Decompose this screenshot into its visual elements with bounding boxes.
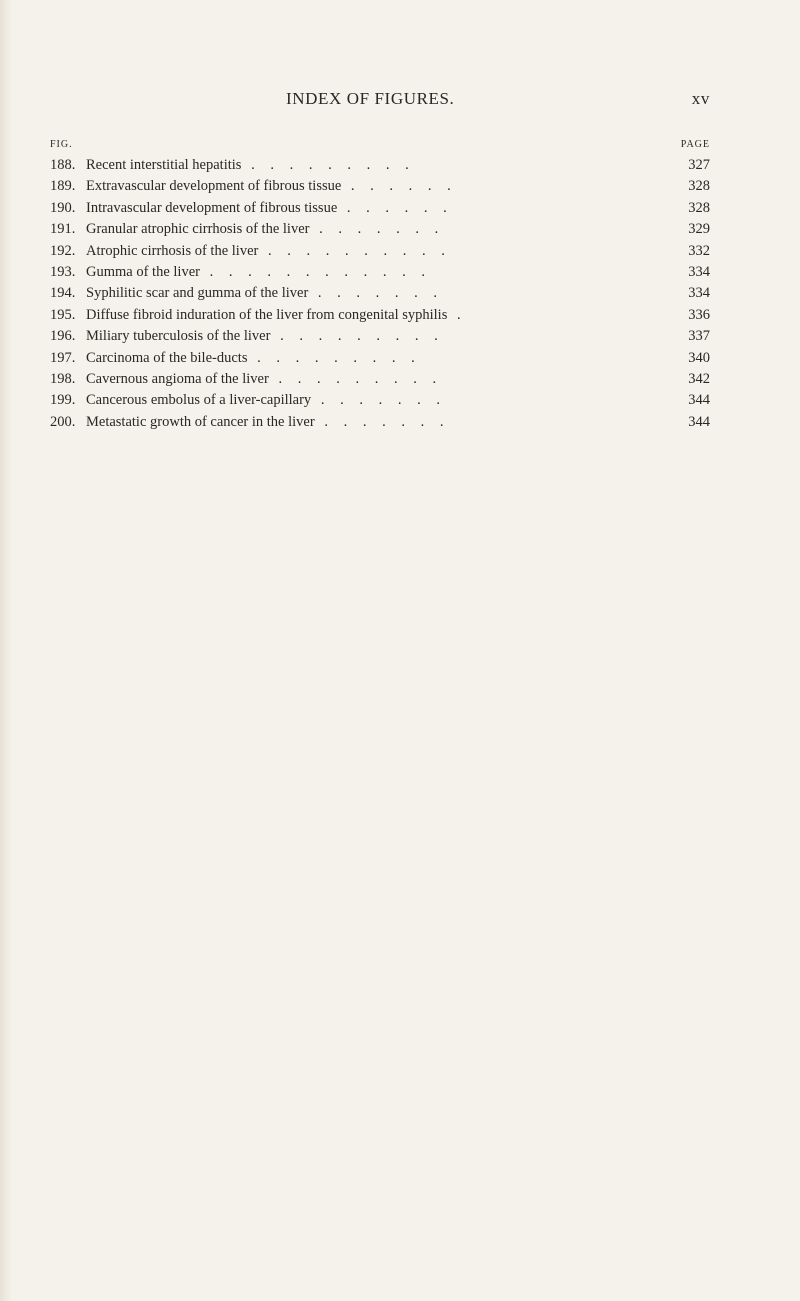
figure-number: 193. (50, 263, 76, 280)
index-entry (50, 176, 710, 197)
figure-number: 194. (50, 285, 76, 302)
figure-number: 198. (50, 370, 76, 387)
figure-number: 199. (50, 392, 76, 409)
figure-title: Extravascular development of fibrous tissue . . . . . . (86, 178, 457, 195)
figure-number: 189. (50, 178, 76, 195)
figure-number: 196. (50, 328, 76, 345)
page-reference: 334 (688, 263, 710, 280)
figure-index-list (50, 155, 710, 433)
figure-title: Cavernous angioma of the liver . . . . . . . . . (86, 370, 443, 387)
index-entry (50, 198, 710, 219)
figure-title: Carcinoma of the bile-ducts . . . . . . . . . (86, 349, 421, 366)
figure-title: Recent interstitial hepatitis . . . . . . . . . (86, 157, 415, 173)
index-entry (50, 241, 710, 262)
figure-title: Metastatic growth of cancer in the liver . . . . . . . (86, 413, 450, 430)
fig-column-heading: FIG. (50, 139, 73, 150)
page-reference: 340 (688, 349, 710, 366)
index-entry (50, 155, 710, 176)
figure-title: Diffuse fibroid induration of the liver from congenital syphilis . (86, 306, 467, 323)
figure-title: Atrophic cirrhosis of the liver . . . . . . . . . . (86, 242, 451, 259)
figure-number: 188. (50, 157, 76, 173)
index-entry (50, 283, 710, 304)
page-reference: 327 (688, 157, 710, 173)
figure-number: 192. (50, 242, 76, 259)
index-entry (50, 348, 710, 369)
page-gutter-shadow (0, 0, 12, 1301)
index-entry (50, 262, 710, 283)
index-entry (50, 369, 710, 390)
figure-number: 197. (50, 349, 76, 366)
page-reference: 336 (688, 306, 710, 323)
figure-number: 190. (50, 199, 76, 216)
figure-title: Cancerous embolus of a liver-capillary . . . . . . . (86, 392, 446, 409)
page-reference: 337 (688, 328, 710, 345)
page-reference: 344 (688, 392, 710, 409)
figure-title: Miliary tuberculosis of the liver . . . . . . . . . (86, 328, 444, 345)
figure-title: Gumma of the liver . . . . . . . . . . . . (86, 263, 431, 280)
column-headings (50, 139, 710, 153)
index-entry (50, 390, 710, 411)
page-column-heading: PAGE (680, 139, 710, 150)
figure-title: Syphilitic scar and gumma of the liver . . . . . . . (86, 285, 444, 302)
index-entry (50, 412, 710, 433)
index-entry (50, 305, 710, 326)
figure-title: Granular atrophic cirrhosis of the liver . . . . . . . (86, 221, 445, 238)
figure-number: 195. (50, 306, 76, 323)
page-reference: 328 (688, 178, 710, 195)
page-number: xv (691, 89, 710, 108)
figure-number: 191. (50, 221, 76, 238)
figure-number: 200. (50, 413, 76, 430)
page-reference: 328 (688, 199, 710, 216)
page-reference: 342 (688, 370, 710, 387)
page-reference: 332 (688, 242, 710, 259)
running-header (50, 89, 710, 113)
page-title: INDEX OF FIGURES. (286, 89, 455, 108)
page-reference: 334 (688, 285, 710, 302)
index-entry (50, 219, 710, 240)
page-reference: 344 (688, 413, 710, 430)
index-entry (50, 326, 710, 347)
page-reference: 329 (688, 221, 710, 238)
figure-title: Intravascular development of fibrous tissue . . . . . . (86, 199, 453, 216)
